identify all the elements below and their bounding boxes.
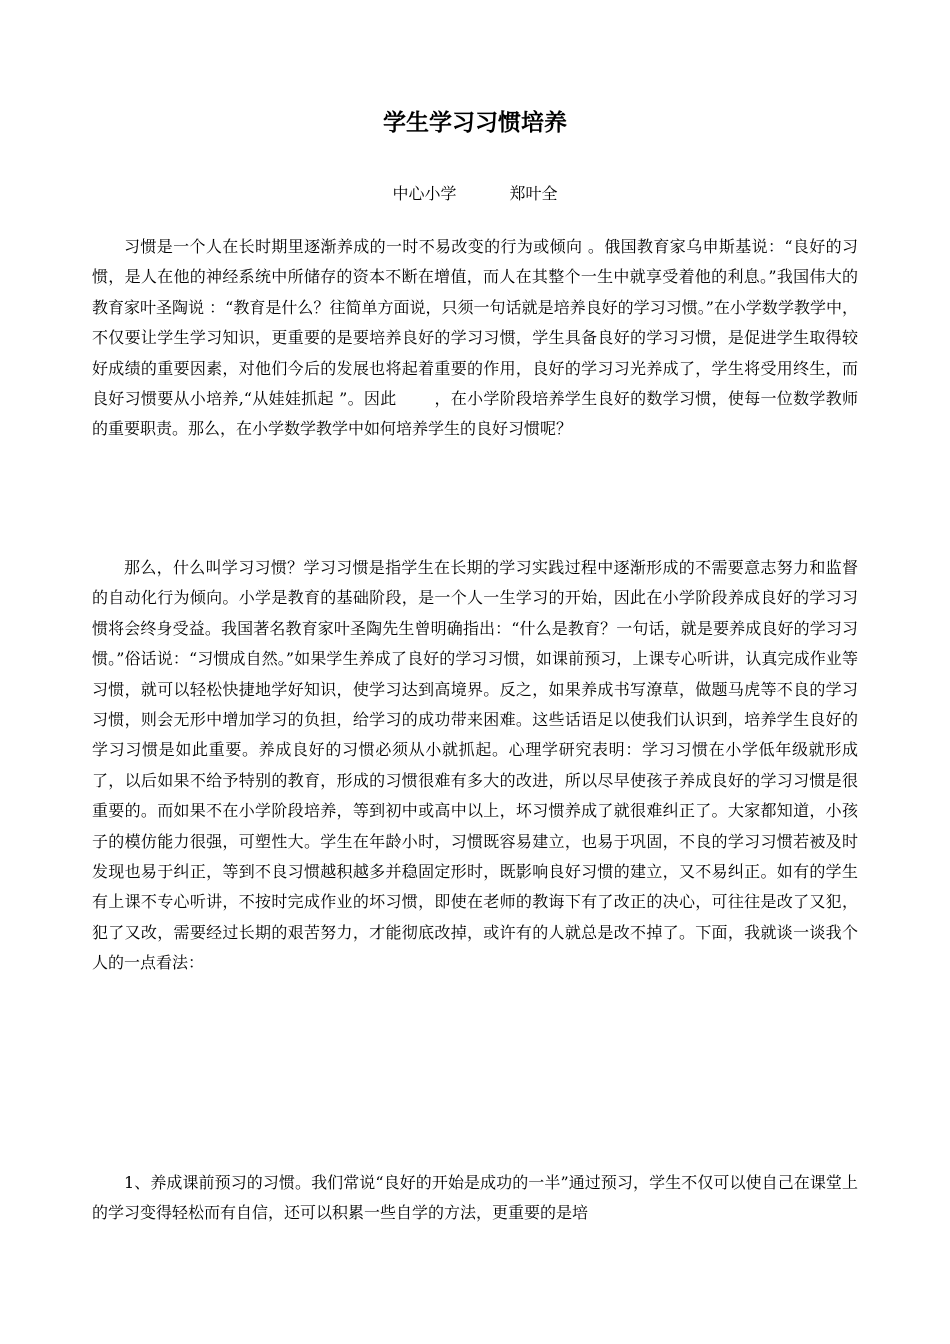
body-paragraph-intro: 习惯是一个人在长时期里逐渐养成的一时不易改变的行为或倾向 。俄国教育家乌申斯基说：“良好的习惯，是人在他的神经系统中所储存的资本不断在增值，而人在其整个一生中就享受着他的利息。”我国伟大的教育家叶圣陶说 ：“教育是什么？往简单方面说，只须一句话就是培养良好的学习习惯。”在小学数学教学中，不仅要让学生学习知识，更重要的是要培养良好的学习习惯，学生具备良好的学习习惯，是促进学生取得较好成绩的重要因素，对他们今后的发展也将起着重要的作用，良好的学习习光养成了，学生将受用终生，而良好习惯要从小培养,“从娃娃抓起 ”。因此 ，在小学阶段培养学生良好的数学习惯，使每一位数学教师的重要职责。那么，在小学数学教学中如何培养学生的良好习惯呢？ [92,237,858,439]
author-school: 中心小学 [392,184,457,203]
body-paragraph-definition: 那么，什么叫学习习惯？学习习惯是指学生在长期的学习实践过程中逐渐形成的不需要意志努力和监督的自动化行为倾向。小学是教育的基础阶段，是一个人一生学习的开始，因此在小学阶段养成良好的学习习惯将会终身受益。我国著名教育家叶圣陶先生曾明确指出：“什么是教育？一句话，就是要养成良好的学习习惯。”俗话说：“习惯成自然。”如果学生养成了良好的学习习惯，如课前预习，上课专心听讲，认真完成作业等习惯，就可以轻松快捷地学好知识，使学习达到高境界。反之，如果养成书写潦草，做题马虎等不良的学习习惯，则会无形中增加学习的负担，给学习的成功带来困难。这些话语足以使我们认识到，培养学生良好的学习习惯是如此重要。养成良好的习惯必须从小就抓起。心理学研究表明：学习习惯在小学低年级就形成了，以后如果不给予特别的教育，形成的习惯很难有多大的改进，所以尽早使孩子养成良好的学习习惯是很重要的。而如果不在小学阶段培养，等到初中或高中以上，坏习惯养成了就很难纠正了。大家都知道，小孩子的模仿能力很强，可塑性大。学生在年龄小时，习惯既容易建立，也易于巩固，不良的学习习惯若被及时发现也易于纠正，等到不良习惯越积越多并稳固定形时，既影响良好习惯的建立，又不易纠正。如有的学生有上课不专心听讲，不按时完成作业的坏习惯，即使在老师的教诲下有了改正的决心，可往往是改了又犯，犯了又改，需要经过长期的艰苦努力，才能彻底改掉，或许有的人就总是改不掉了。下面，我就谈一谈我个人的一点看法： [92,558,858,973]
body-paragraph-point-1: 1、养成课前预习的习惯。我们常说“良好的开始是成功的一半”通过预习，学生不仅可以使自己在课堂上的学习变得轻松而有自信，还可以积累一些自学的方法，更重要的是培 [92,1173,858,1223]
author-name: 郑叶全 [509,184,558,203]
author-byline [0,181,950,207]
document-title: 学生学习习惯培养 [383,110,567,136]
